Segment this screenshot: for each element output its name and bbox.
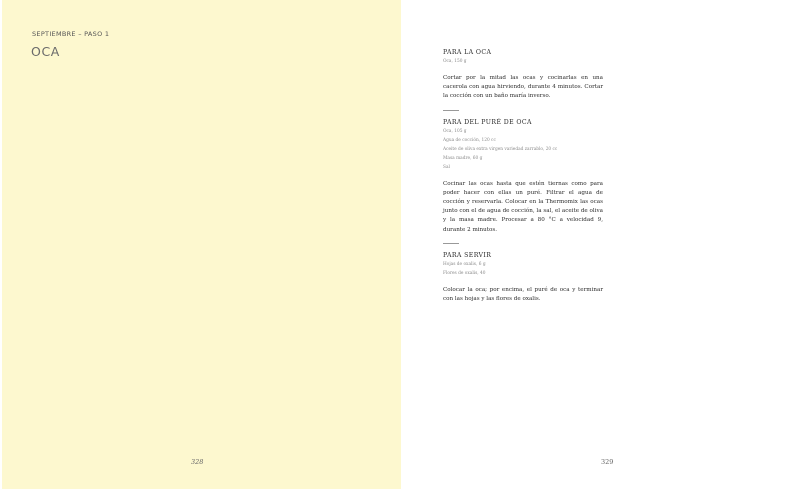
section-heading-oca: PARA LA OCA <box>443 49 492 56</box>
section-divider <box>443 110 459 111</box>
ingredient-item: Sal <box>443 164 450 170</box>
right-page-number: 329 <box>601 458 614 466</box>
ingredient-item: Agua de cocción, 120 cc <box>443 137 496 143</box>
ingredient-item: Oca, 105 g <box>443 128 467 134</box>
ingredient-list-servir <box>443 260 603 278</box>
instructions-servir: Colocar la oca; por encima, el puré de oca y terminar con las hojas y las flores de oxalis. <box>443 286 603 303</box>
ingredient-item: Hojas de oxalis, 6 g <box>443 261 486 267</box>
ingredient-item: Flores de oxalis, 40 <box>443 270 486 276</box>
ingredient-list-pure <box>443 127 603 172</box>
dish-title: OCA <box>31 44 60 59</box>
ingredient-item: Masa madre, 60 g <box>443 155 483 161</box>
instructions-oca: Cortar por la mitad las ocas y cocinarlas en una cacerola con agua hirviendo, durante 4 minutos. Cortar la cocción con un baño maría inverso. <box>443 75 603 100</box>
left-page <box>2 0 401 489</box>
recipe-text <box>443 49 603 304</box>
section-heading-pure: PARA DEL PURÉ DE OCA <box>443 118 532 126</box>
ingredient-list-oca <box>443 57 603 66</box>
right-page <box>401 0 800 489</box>
chapter-label: SEPTIEMBRE – PASO 1 <box>32 30 110 38</box>
ingredient-item: Oca, 150 g <box>443 59 467 64</box>
left-page-number: 328 <box>191 458 204 466</box>
section-divider <box>443 243 459 244</box>
instructions-pure: Cocinar las ocas hasta que estén tiernas como para poder hacer con ellas un puré. Filtrar el agua de cocción y reservarla. Colocar en la Thermomix las ocas junto con el de agua de cocción, la sal, el aceite de oliva y la masa madre. Procesar a 80 °C a velocidad 9, durante 2 minutos. <box>443 180 603 233</box>
section-heading-servir: PARA SERVIR <box>443 251 492 259</box>
ingredient-item: Aceite de oliva extra virgen variedad zarrablo, 20 cc <box>443 146 558 152</box>
